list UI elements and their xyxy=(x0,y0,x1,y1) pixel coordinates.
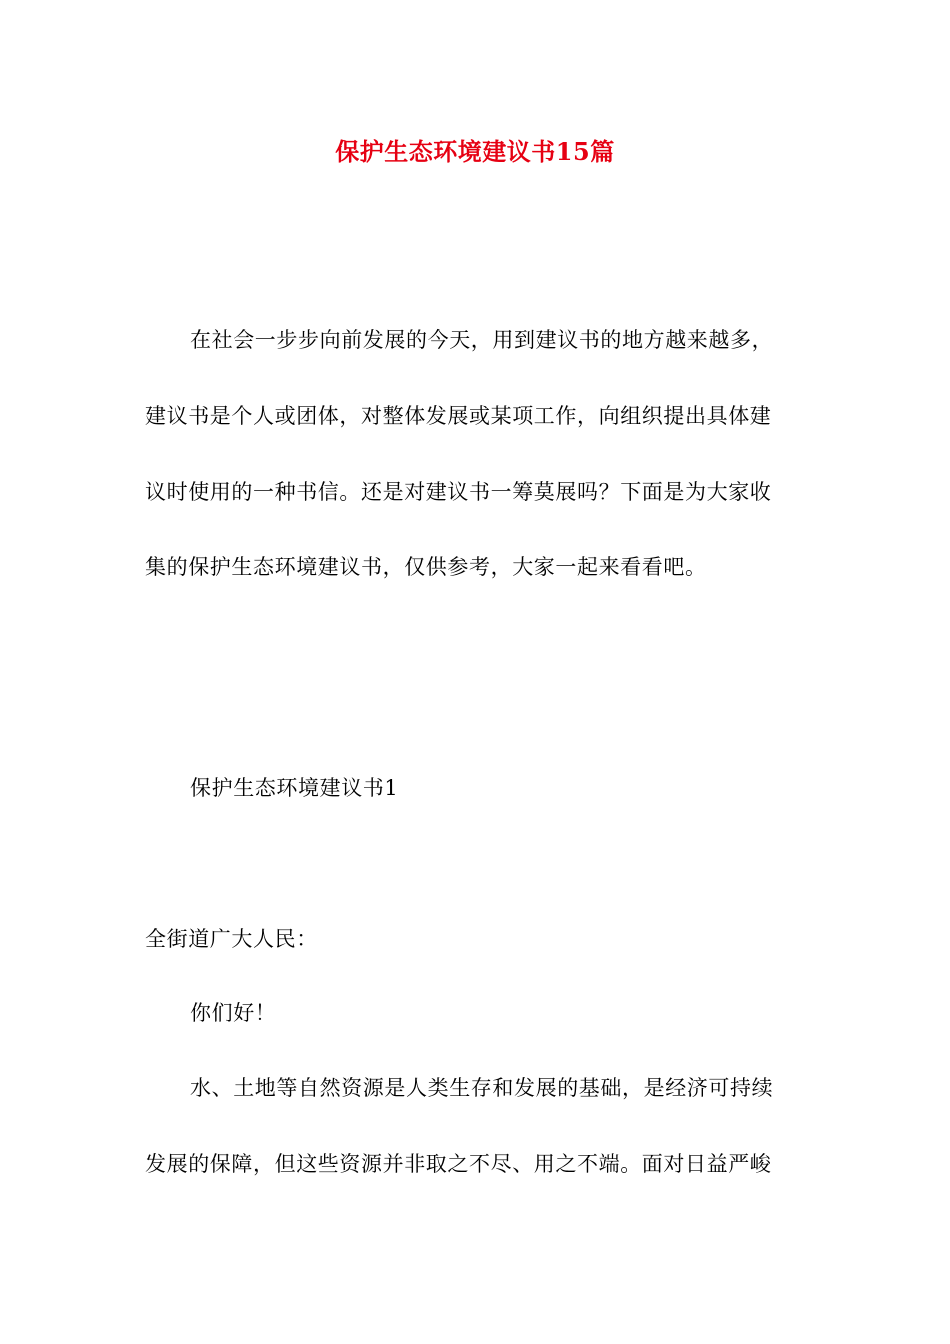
greeting: 你们好！ xyxy=(190,1001,277,1025)
section-heading: 保护生态环境建议书1 xyxy=(190,776,399,800)
body-line-2: 发展的保障，但这些资源并非取之不尽、用之不端。面对日益严峻 xyxy=(145,1152,772,1176)
intro-line-3: 议时使用的一种书信。还是对建议书一筹莫展吗？下面是为大家收 xyxy=(145,480,772,504)
intro-line-1: 在社会一步步向前发展的今天，用到建议书的地方越来越多， xyxy=(190,328,774,352)
salutation: 全街道广大人民： xyxy=(145,927,318,951)
intro-line-4: 集的保护生态环境建议书，仅供参考，大家一起来看看吧。 xyxy=(145,555,707,579)
intro-line-2: 建议书是个人或团体，对整体发展或某项工作，向组织提出具体建 xyxy=(145,404,772,428)
body-line-1: 水、土地等自然资源是人类生存和发展的基础，是经济可持续 xyxy=(190,1076,774,1100)
document-title: 保护生态环境建议书15篇 xyxy=(335,137,615,166)
